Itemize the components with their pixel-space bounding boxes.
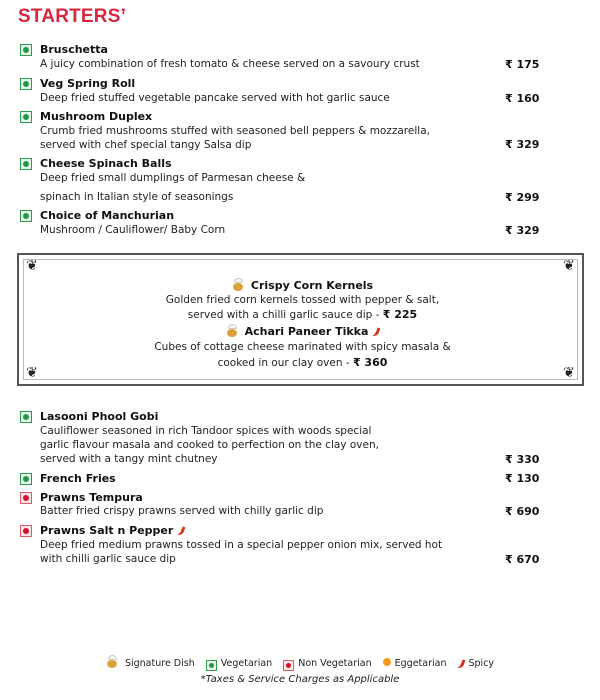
item-name: Choice of Manchurian bbox=[40, 209, 175, 222]
taxes-note: *Taxes & Service Charges as Applicable bbox=[200, 674, 400, 685]
special-item-description: Golden fried corn kernels tossed with pepper & salt, bbox=[165, 294, 440, 306]
item-description: with chilli garlic sauce dip bbox=[40, 553, 176, 565]
ornament-corner-icon: ❦ bbox=[563, 258, 575, 274]
non-veg-icon bbox=[283, 660, 294, 671]
item-name: Bruschetta bbox=[40, 43, 108, 56]
item-name: French Fries bbox=[40, 472, 116, 485]
item-description: Mushroom / Cauliflower/ Baby Corn bbox=[40, 224, 226, 236]
legend-vegetarian bbox=[206, 658, 272, 671]
item-price: ₹ 670 bbox=[505, 553, 540, 566]
item-description: Deep fried small dumplings of Parmesan cheese & bbox=[40, 172, 306, 184]
legend-label: Spicy bbox=[468, 658, 495, 669]
item-price: ₹ 175 bbox=[505, 58, 540, 71]
veg-icon bbox=[206, 660, 217, 671]
item-price: ₹ 329 bbox=[505, 224, 540, 237]
signature-dish-icon bbox=[106, 655, 119, 668]
item-name: Veg Spring Roll bbox=[40, 77, 136, 90]
item-description: A juicy combination of fresh tomato & cheese served on a savoury crust bbox=[40, 58, 420, 70]
item-name: Prawns Salt n Pepper bbox=[40, 524, 174, 537]
legend-label: Eggetarian bbox=[394, 658, 447, 669]
item-name: Cheese Spinach Balls bbox=[40, 157, 172, 170]
veg-icon bbox=[20, 78, 32, 90]
legend-non-vegetarian bbox=[283, 658, 371, 671]
item-name: Mushroom Duplex bbox=[40, 110, 153, 123]
veg-icon bbox=[20, 44, 32, 56]
special-item-description: served with a chilli garlic sauce dip - bbox=[187, 309, 383, 321]
signature-specials-box bbox=[17, 253, 584, 386]
ornament-corner-icon: ❦ bbox=[26, 258, 38, 274]
item-description: Crumb fried mushrooms stuffed with seasoned bell peppers & mozzarella, bbox=[40, 125, 430, 137]
special-item-price: ₹ 225 bbox=[382, 308, 418, 321]
veg-icon bbox=[20, 158, 32, 170]
special-item-description-price bbox=[19, 308, 586, 321]
item-name-row bbox=[40, 524, 184, 537]
spicy-chili-icon bbox=[177, 525, 186, 536]
item-name: Prawns Tempura bbox=[40, 491, 143, 504]
legend-eggetarian bbox=[383, 658, 447, 669]
legend-label: Non Vegetarian bbox=[298, 658, 372, 669]
item-price: ₹ 330 bbox=[505, 453, 540, 466]
item-price: ₹ 299 bbox=[505, 191, 540, 204]
special-item-title bbox=[19, 278, 586, 292]
legend-label: Signature Dish bbox=[124, 658, 195, 669]
egg-icon bbox=[383, 658, 391, 666]
item-price: ₹ 130 bbox=[505, 472, 540, 485]
non-veg-icon bbox=[20, 492, 32, 504]
item-name: Lasooni Phool Gobi bbox=[40, 410, 159, 423]
legend bbox=[0, 655, 600, 671]
veg-icon bbox=[20, 210, 32, 222]
special-item-description: cooked in our clay oven - bbox=[217, 357, 353, 369]
signature-dish-icon bbox=[226, 324, 239, 337]
item-price: ₹ 160 bbox=[505, 92, 540, 105]
veg-icon bbox=[20, 111, 32, 123]
item-description: Deep fried medium prawns tossed in a special pepper onion mix, served hot bbox=[40, 539, 443, 551]
veg-icon bbox=[20, 473, 32, 485]
spicy-chili-icon bbox=[372, 326, 381, 337]
veg-icon bbox=[20, 411, 32, 423]
section-title: STARTERS’ bbox=[18, 6, 127, 27]
legend-label: Vegetarian bbox=[220, 658, 273, 669]
ornament-corner-icon: ❦ bbox=[563, 365, 575, 381]
special-item-name: Crispy Corn Kernels bbox=[250, 279, 374, 292]
non-veg-icon bbox=[20, 525, 32, 537]
item-description: Batter fried crispy prawns served with chilly garlic dip bbox=[40, 505, 324, 517]
signature-dish-icon bbox=[232, 278, 245, 291]
special-item-price: ₹ 360 bbox=[352, 356, 388, 369]
item-description: spinach in Italian style of seasonings bbox=[40, 191, 234, 203]
item-description: Cauliflower seasoned in rich Tandoor spices with woods special bbox=[40, 425, 372, 437]
special-item-description-price bbox=[19, 356, 586, 369]
special-item-description: Cubes of cottage cheese marinated with spicy masala & bbox=[154, 341, 451, 353]
special-item-title bbox=[19, 324, 586, 338]
item-description: garlic flavour masala and cooked to perfection on the clay oven, bbox=[40, 439, 379, 451]
spicy-chili-icon bbox=[456, 658, 465, 669]
item-description: served with chef special tangy Salsa dip bbox=[40, 139, 252, 151]
legend-spicy bbox=[458, 658, 495, 669]
ornament-corner-icon: ❦ bbox=[26, 365, 38, 381]
legend-signature bbox=[106, 655, 195, 669]
item-price: ₹ 329 bbox=[505, 138, 540, 151]
item-description: served with a tangy mint chutney bbox=[40, 453, 218, 465]
item-price: ₹ 690 bbox=[505, 505, 540, 518]
item-description: Deep fried stuffed vegetable pancake served with hot garlic sauce bbox=[40, 92, 390, 104]
special-item-name: Achari Paneer Tikka bbox=[244, 325, 369, 338]
